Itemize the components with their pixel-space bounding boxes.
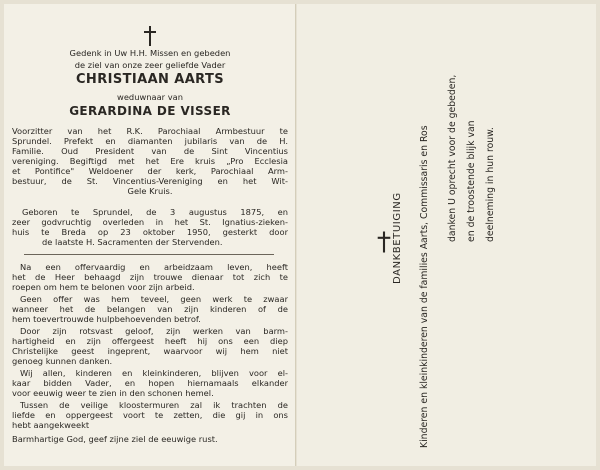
thanks-line: danken U oprecht voor de gebeden,: [447, 74, 458, 242]
text-line: hartigheid en zijn offergeest heeft hij ons een diep: [12, 336, 288, 346]
text-line: Christelijke geest ingeprent, waarvoor wij hem niet: [12, 346, 288, 356]
text-line: voor eeuwig weer te zien in den schonen hemel.: [12, 388, 214, 398]
birth-line: de laatste H. Sacramenten der Stervenden.: [42, 237, 223, 247]
text-line: Tussen de veilige kloostermuren zal ik trachten de: [20, 400, 288, 410]
bio-line: et Pontifice" Weldoener der kerk, Parochiaal Arm-: [12, 166, 288, 176]
text-line: kaar bidden Vader, en hopen hiernamaals elkander: [12, 378, 288, 388]
intro-line: de ziel van onze zeer geliefde Vader: [74, 60, 226, 70]
divider: [24, 254, 274, 255]
closing-prayer: Barmhartige God, geef zijne ziel de eeuwige rust.: [12, 434, 218, 444]
text-line: roepen om hem te belonen voor zijn arbeid.: [12, 282, 195, 292]
spouse-name: GERARDINA DE VISSER: [69, 104, 231, 118]
text-line: Door zijn rotsvast geloof, zijn werken van barm-: [20, 326, 288, 336]
widower-label: weduwnaar van: [117, 92, 183, 102]
text-line: het de Heer behaagd zijn trouwe dienaar tot zich te: [12, 272, 288, 282]
thanks-line: en de troostende blijk van: [466, 120, 477, 242]
bio-line: Voorzitter van het R.K. Parochiaal Armbestuur te: [12, 126, 288, 136]
text-line: liefde en oppergeest voort te zetten, die gij in ons: [12, 410, 288, 420]
text-line: genoeg kunnen danken.: [12, 356, 113, 366]
thanks-panel: [297, 4, 596, 466]
deceased-name: CHRISTIAAN AARTS: [75, 72, 225, 87]
birth-line: zeer godvruchtig overleden in het St. Ignatius-zieken-: [12, 217, 288, 227]
bio-line: Familie. Oud President van de Sint Vincentius: [12, 146, 288, 156]
text-line: Na een offervaardig en arbeidzaam leven, heeft: [20, 262, 288, 272]
cross-icon: [377, 232, 392, 253]
text-line: Geen offer was hem teveel, geen werk te zwaar: [20, 294, 288, 304]
thanks-line: deelneming in hun rouw.: [485, 127, 496, 242]
bio-line: bestuur, de St. Vincentius-Vereniging en het Wit-: [12, 176, 288, 186]
thanks-families: Kinderen en kleinkinderen van de families Aarts, Commissaris en Ros: [419, 125, 430, 448]
text-line: wanneer het de belangen van zijn kinderen of de: [12, 304, 288, 314]
text-line: hem toevertrouwde hulpbehoevenden betrof.: [12, 314, 201, 324]
intro-line: Gedenk in Uw H.H. Missen en gebeden: [69, 48, 231, 58]
bio-line: Sprundel. Prefekt en diamanten jubilaris van de H.: [12, 136, 288, 146]
birth-line: Geboren te Sprundel, de 3 augustus 1875, en: [22, 207, 288, 217]
bio-line: vereniging. Begiftigd met het Ere kruis „Pro Ecclesia: [12, 156, 288, 166]
cross-icon: [143, 26, 157, 46]
bio-line: Gele Kruis.: [127, 186, 173, 196]
text-line: Wij allen, kinderen en kleinkinderen, blijven voor el-: [20, 368, 288, 378]
text-line: hebt aangekweekt: [12, 420, 90, 430]
memorial-panel: [4, 4, 296, 466]
birth-line: huis te Breda op 23 oktober 1950, gesterkt door: [12, 227, 288, 237]
thanks-title: DANKBETUIGING: [392, 192, 403, 284]
